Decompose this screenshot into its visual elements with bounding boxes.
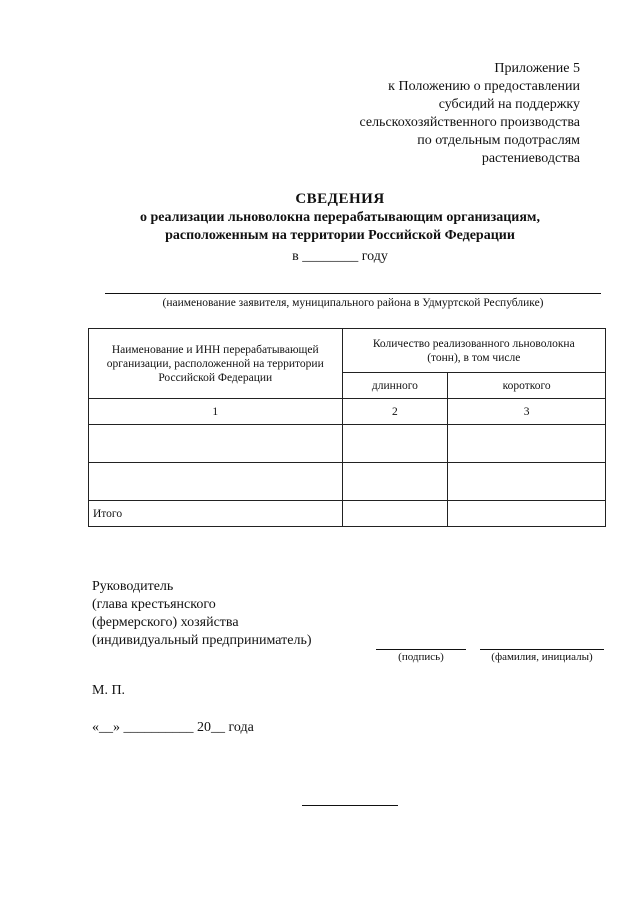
signatory-line: Руководитель [92,579,174,594]
total-short-cell[interactable] [448,501,606,527]
signatory-line: (глава крестьянского [92,597,216,612]
document-title [80,190,600,266]
signatory-line: (индивидуальный предприниматель) [92,633,312,648]
table-row [89,463,606,501]
year-blank[interactable]: ________ [302,249,359,264]
date-line[interactable]: «__» __________ 20__ года [92,720,254,735]
appendix-line: к Положению о предоставлении [388,79,580,94]
name-line[interactable] [480,649,604,650]
appendix-line: сельскохозяйственного производства [359,115,580,130]
column-number: 1 [89,399,343,425]
column-number: 2 [342,399,448,425]
appendix-line: субсидий на поддержку [438,97,580,112]
flax-fiber-table [88,328,606,527]
year-line [80,247,600,266]
footer-divider [302,805,398,806]
table-cell[interactable] [89,425,343,463]
table-cell[interactable] [89,463,343,501]
title-line-2: расположенным на территории Российской Федерации [165,228,515,243]
header-quantity-group: Количество реализованного льноволокна (тонн), в том числе [342,329,605,373]
header-organization: Наименование и ИНН перерабатывающей организации, расположенной на территории Российской Федерации [89,329,343,399]
table-cell[interactable] [342,463,448,501]
year-suffix: году [361,249,388,264]
total-long-cell[interactable] [342,501,448,527]
appendix-line: Приложение 5 [494,61,580,76]
table-cell[interactable] [342,425,448,463]
header-short-fiber: короткого [448,373,606,399]
signature-line[interactable] [376,649,466,650]
title-main: СВЕДЕНИЯ [295,191,385,207]
stamp-place: М. П. [92,683,126,698]
appendix-header [320,60,580,168]
table-cell[interactable] [448,463,606,501]
applicant-name-line[interactable] [105,293,601,294]
header-long-fiber: длинного [342,373,448,399]
table-row [89,425,606,463]
total-row [89,501,606,527]
appendix-line: по отдельным подотраслям [417,133,580,148]
column-number: 3 [448,399,606,425]
applicant-caption: (наименование заявителя, муниципального района в Удмуртской Республике) [162,297,544,309]
appendix-line: растениеводства [481,151,580,166]
name-caption: (фамилия, инициалы) [491,651,593,663]
year-prefix: в [292,249,299,264]
total-label: Итого [89,501,343,527]
title-line-1: о реализации льноволокна перерабатывающим организациям, [140,210,540,225]
signature-caption: (подпись) [398,651,444,663]
signatory-line: (фермерского) хозяйства [92,615,239,630]
table-cell[interactable] [448,425,606,463]
signatory-block [92,578,312,650]
